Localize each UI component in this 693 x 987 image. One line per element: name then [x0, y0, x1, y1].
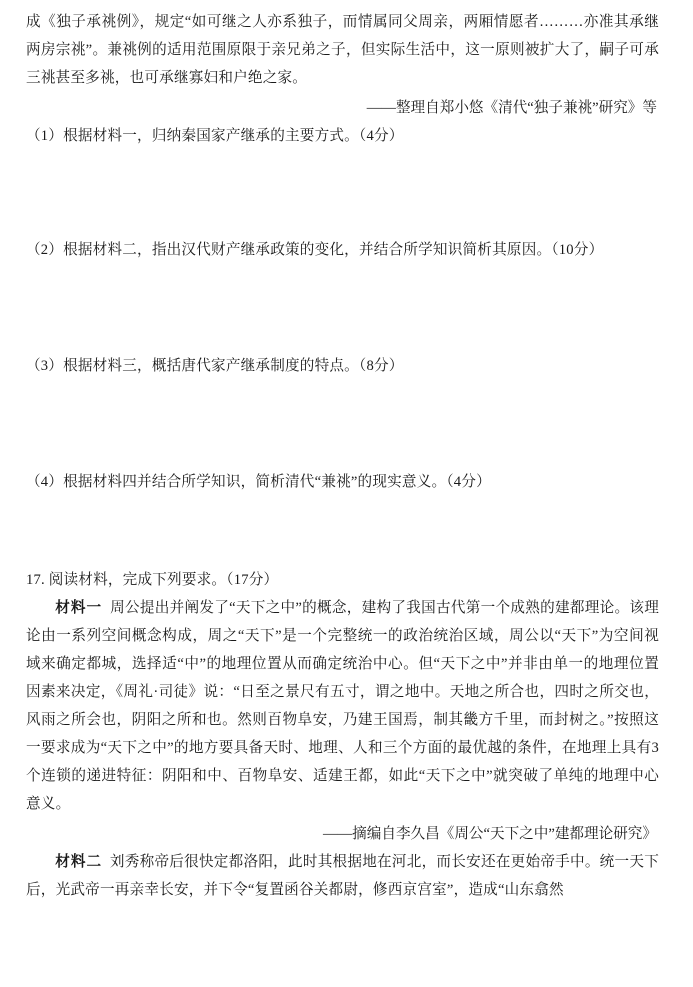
question-1: （1）根据材料一，归纳秦国家产继承的主要方式。（4分） — [26, 128, 404, 144]
answer-space-3 — [26, 380, 659, 468]
material-one-source: ——摘编自李久昌《周公“天下之中”建都理论研究》 — [322, 826, 657, 842]
material-one — [26, 594, 659, 818]
material-one-text: 周公提出并阐发了“天下之中”的概念，建构了我国古代第一个成熟的建都理论。该理论由一系列空间概念构成，周之“天下”是一个完整统一的政治统治区域，周公以“天下”为空间视域来确定都城，选择适“中”的地理位置从而确定统治中心。但“天下之中”并非由单一的地理位置因素来决定，《周礼·司徒》说：“日至之景尺有五寸，谓之地中。天地之所合也，四时之所交也，风雨之所会也，阴阳之所和也。然则百物阜安，乃建王国焉，制其畿方千里，而封树之。”按照这一要求成为“天下之中”的地方要具备天时、地理、人和三个方面的最优越的条件，在地理上具有3个连锁的递进特征：阴阳和中、百物阜安、适建王都，如此“天下之中”就突破了单纯的地理中心意义。 — [26, 600, 659, 812]
top-source-citation: ——整理自郑小悠《清代“独子兼祧”研究》等 — [366, 100, 657, 116]
material-two-label: 材料二 — [55, 854, 103, 870]
item-17-heading: 17. 阅读材料，完成下列要求。（17分） — [26, 572, 279, 588]
material-one-label: 材料一 — [55, 600, 103, 616]
question-3: （3）根据材料三，概括唐代家产继承制度的特点。（8分） — [26, 358, 404, 374]
answer-space-2 — [26, 264, 659, 352]
material-two-text: 刘秀称帝后很快定都洛阳，此时其根据地在河北，而长安还在更始帝手中。统一天下后，光武帝一再亲幸长安，并下令“复置函谷关都尉，修西京宫室”，造成“山东翕然 — [26, 854, 659, 898]
top-paragraph: 成《独子承祧例》，规定“如可继之人亦系独子，而情属同父周亲，两厢情愿者………亦准其承继两房宗祧”。兼祧例的适用范围原限于亲兄弟之子，但实际生活中，这一原则被扩大了，嗣子可承三祧甚至多祧，也可承继寡妇和户绝之家。 — [26, 14, 659, 86]
answer-space-1 — [26, 150, 659, 236]
material-two — [26, 848, 659, 904]
question-2: （2）根据材料二，指出汉代财产继承政策的变化，并结合所学知识简析其原因。（10分） — [26, 242, 604, 258]
question-4: （4）根据材料四并结合所学知识，简析清代“兼祧”的现实意义。（4分） — [26, 474, 491, 490]
answer-space-4 — [26, 496, 659, 566]
